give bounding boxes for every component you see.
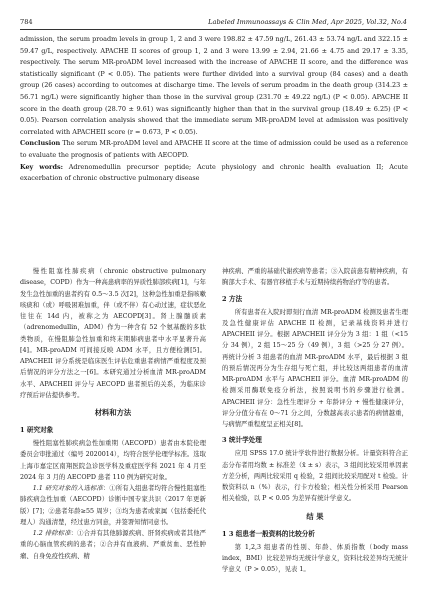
abstract-results-text: admission, the serum proadm levels in group 1, 2 and 3 were 198.82 ± 47.59 ng/L, 261.43 ± 53.74 ng/L and 322.15 ± 59.47 g/L, respectively. APACHE II scores of group 1, 2 and 3 were 13.99 ± 2.94, 21.66 ± 4.75 and 29.17 ± 3.35, respectively. The serum MR-proADM level increased with the increase of APACHE II score, and the difference was statistically significant (P < 0.05). The patients were further divided into a survival group (84 cases) and a death group (26 cases) according to outcomes at discharge time. The levels of serum proadm in the death group (314.23 ± 56.71 ng/L) were significantly higher than those in the survival group (231.70 ± 49.22 ng/L) (P < 0.05). APACHE II score in the death group (28.70 ± 9.61) was significantly higher than that in the survival group (18.49 ± 6.25) (P < 0.05). Pearson correlation analysis showed that the immediate serum MR-proADM level at admission was positively correlated with APACHEII score (r = 0.673, P < 0.05). [20,35,408,136]
inclusion-text: ：①所有入组患者均符合慢性阻塞性肺疾病急性加重（AECOPD）诊断中国专家共识（2017 年更新版）[7]；②患者年龄≥55 周岁；③均为患者或家属（包括委托代理人）沟通清楚，经过患方同意，并签署知情同意书。 [20,485,206,526]
english-abstract [20,34,408,185]
subsection-subjects: 1 研究对象 [20,426,54,434]
right-column [222,266,408,575]
section-title-methods: 材料和方法 [94,408,132,417]
statistics-paragraph: 应用 SPSS 17.0 统计学软件进行数据分析。计量资料符合正态分布者用均数 ± 标准差（x̄ ± s）表示，3 组间比较采用单因素方差分析，两两比较采用 q 检验，2 组间比较采用配对 t 检验。计数资料以 n（%）表示，行卡方检验；相关性分析采用 Pearson 相关检验，以 P < 0.05 为差异有统计学意义。 [222,450,408,503]
methods-paragraph: 所有患者在入院时即刻行血清 MR-proADM 检测及患者生理及急性健康评估 APACHE II 检测，记录基线资料并进行 APACHEII 评分。根据 APACHEII 评分分为 3 组：1 组（<15 分 34 例），2 组 15～25 分（49 例），3 组（>25 分 27 例）。再统计分析 3 组患者的血清 MR-proADM 水平，最后根据 3 组的预后情况再分为生存组与死亡组，并比较这两组患者的血清 MR-proADM 水平与 APACHEII 评分。血清 MR-proADM 的检测采用酶联免疫分析法，按照说明书的步骤进行检测。APACHEII 评分：急性生理评分 + 年龄评分 + 慢性健康评分，评分分值分布在 0～71 分之间，分数越高表示患者的病情越重，与病情严重程度呈正相关[8]。 [222,308,408,428]
exclusion-continued: 神疾病、严重的基础代谢疾病等患者；③入院前患有精神疾病，有胸部大手术、有器官移植手术与近期持续药物治疗等的患者。 [222,268,408,287]
exclusion-label: 1.2 排除标准 [32,530,71,537]
subjects-paragraph: 慢性阻塞性肺疾病急性加重期（AECOPD）患者由本院伦理委员会审批通过（编号 2020014），均符合医学伦理学标准。选取上海市嘉定区南翔医院急诊医学科及重症医学科 2021 年 4 月至 2024 年 3 月的 AECOPD 患者 110 例为研究对象。 [20,440,206,481]
running-header [20,18,407,28]
left-column [20,266,206,562]
results-paragraph: 第 1,2,3 组患者的性别、年龄、体质指数（body mass index，BMI）比较差异均无统计学意义，资料比较差异均无统计学意义（P > 0.05），见表 1。 [222,543,408,573]
header-rule [20,29,407,30]
abstract-conclusion [20,138,408,161]
intro-paragraph: 慢性阻塞性肺疾病（chronic obstructive pulmonary disease，COPD）作为一种高患病率的异质性肺部疾病[1]，与年发生急性加重的患者约有 0.5～3.5 次[2]，这种急性加重是指咳嗽咳痰和（或）呼吸困难加重，伴（或不伴）有心动过速，症状恶化往往在 14d 内，被称之为 AECOPD[3]。肾上腺髓质素（adrenomedullin，ADM）作为一种含有 52 个氨基酸的多肽类物质，在慢阻肺急性加重和终末期肺病患者中水平显著升高[4]。MR-proADM 可间接反映 ADM 水平，且方便检测[5]。APACHEII 评分系统是临床医生评估危重患者病情严重程度及预后情况的评分方法之一[6]。本研究通过分析血清 MR-proADM 水平、APACHEII 评分与 AECOPD 患者预后的关系，为临床诊疗预后评估提供参考。 [20,268,206,399]
inclusion-label: 1.1 研究对象的入选标准 [32,485,103,492]
subsection-general-data: 1 3 组患者一般资料的比较分析 [222,529,315,538]
page-number: 784 [20,18,33,26]
conclusion-label: Conclusion [20,139,61,148]
abstract-keywords [20,162,408,185]
subsection-statistics: 3 统计学处理 [222,436,262,445]
keywords-label: Key words: [20,162,63,171]
conclusion-text: The serum MR-proADM level and APACHE II score at the time of admission could be used as a reference to evaluate the prognosis of patients with AECOPD. [20,139,408,159]
subsection-methods: 2 方法 [222,294,243,303]
inclusion-paragraph [20,483,206,528]
section-title-results: 结 果 [306,511,324,521]
journal-citation: Labeled Immunoassays & Clin Med, Apr 2025, Vol.32, No.4 [208,18,407,26]
exclusion-paragraph [20,528,206,562]
keywords-text: Adrenomedullin precursor peptide; Acute physiology and chronic health evaluation II; Acute exacerbation of chronic obstructive pulmonary disease [20,162,408,183]
exclusion-text: ：①合并有其他肺源疾病、肝肾疾病或者其他严重的心脑血管疾病的患者；②合并有血液病、严重贫血、恶性肿瘤、自身免疫性疾病、精 [20,530,206,560]
